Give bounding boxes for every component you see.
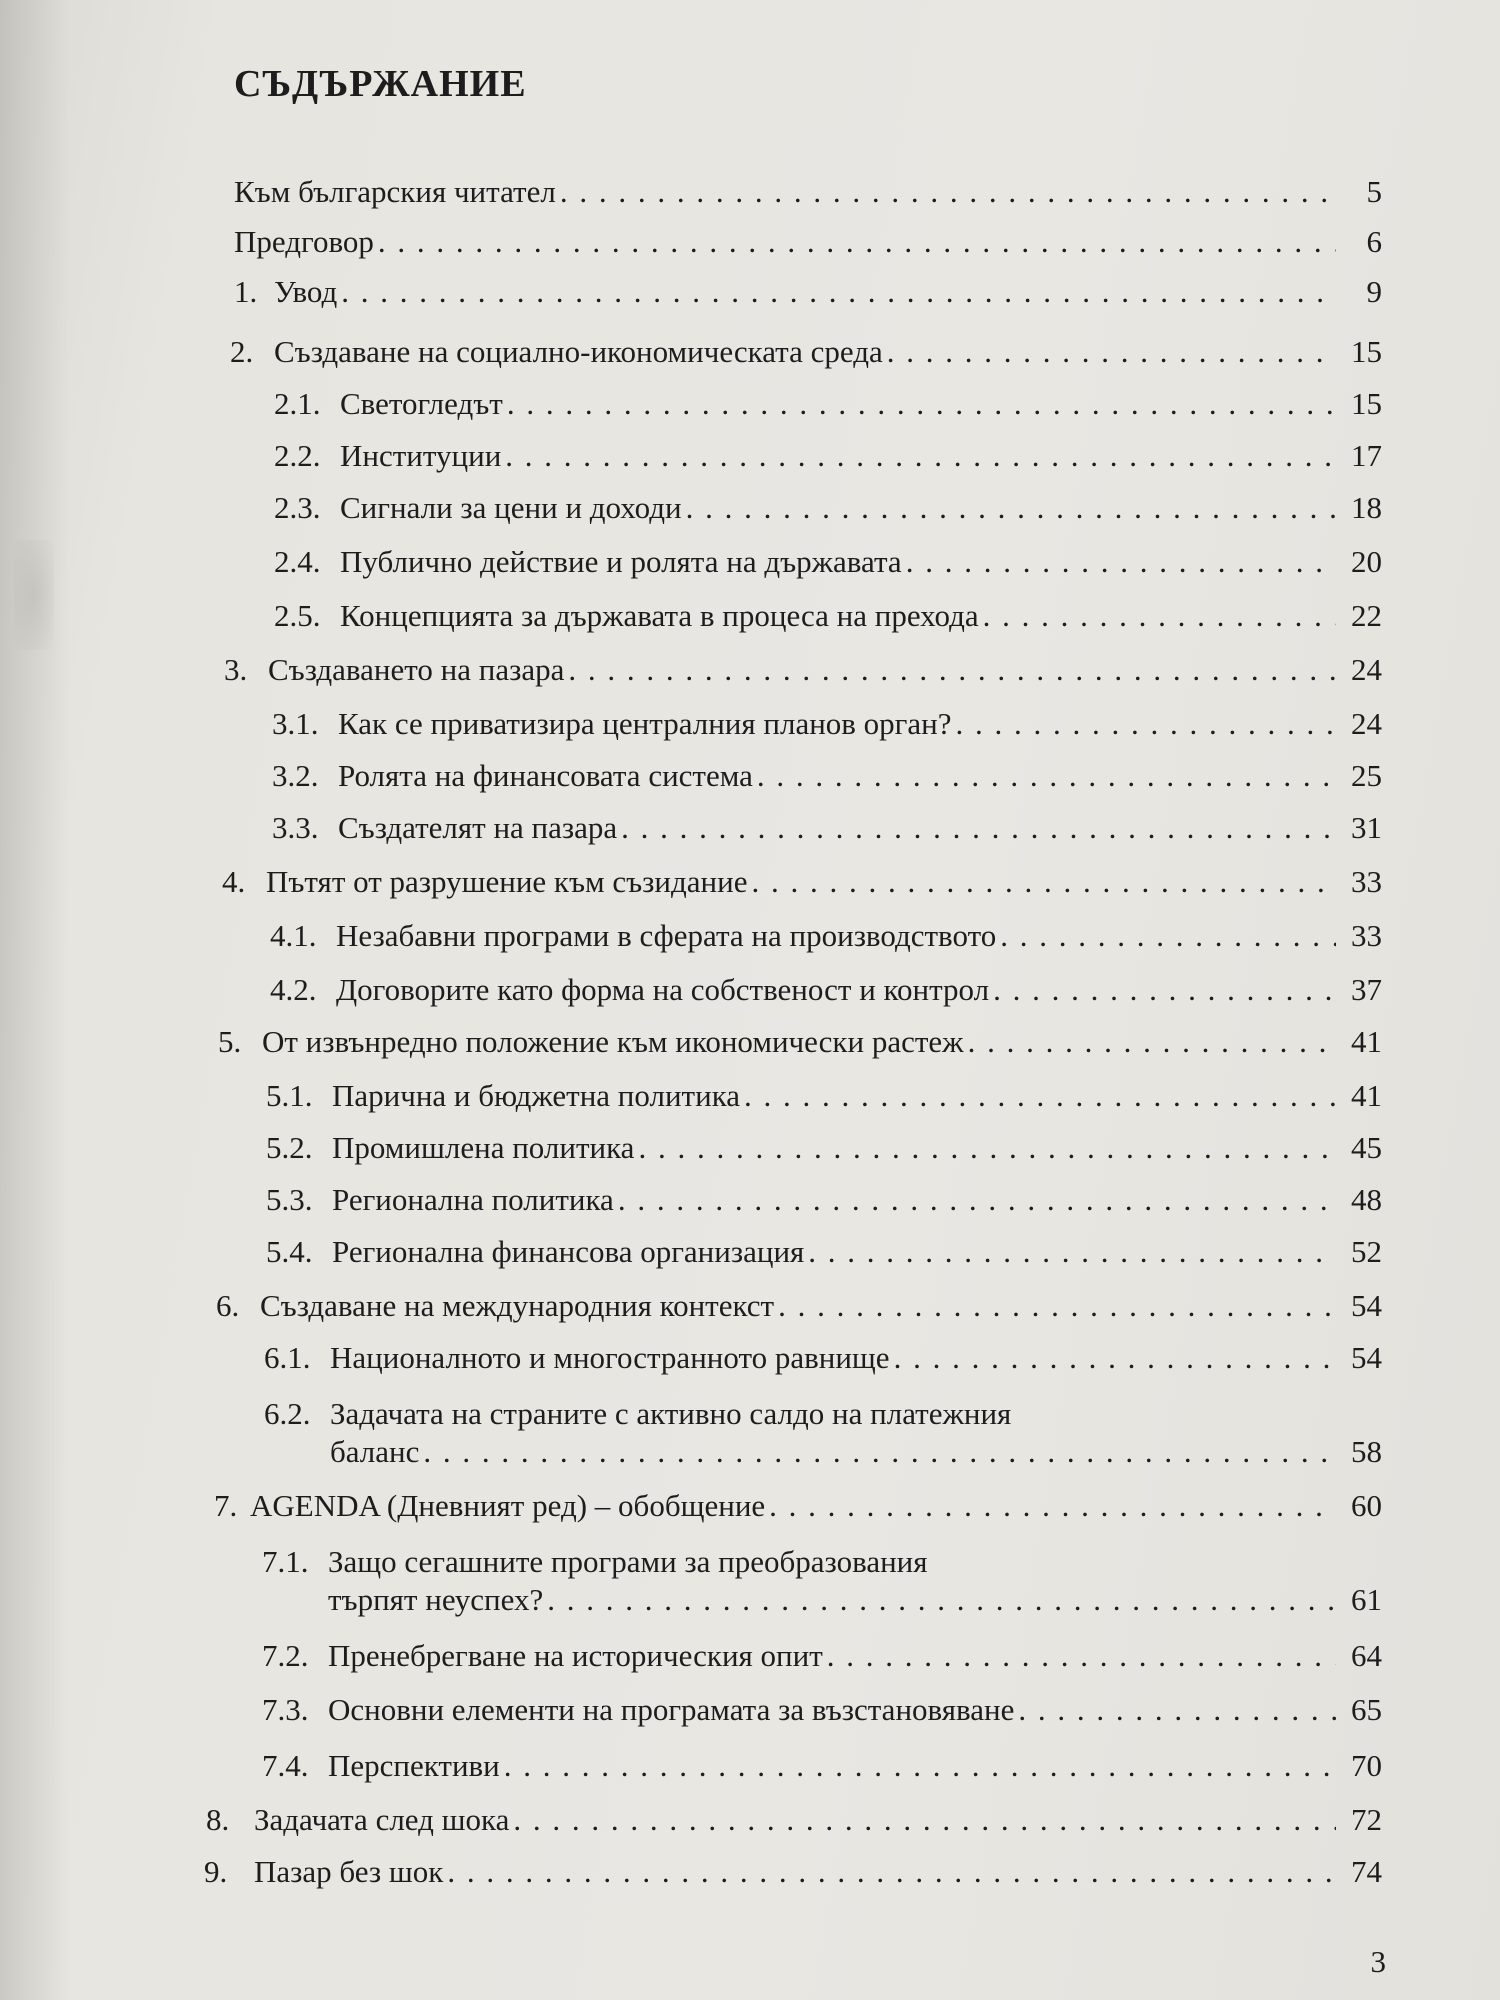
toc-entry-title: Ролята на финансовата система [338, 758, 753, 793]
toc-entry-title: Концепцията за държавата в процеса на прехода [340, 598, 979, 633]
toc-entry [330, 1432, 1382, 1472]
toc-entry-number: 5.4. [266, 1234, 313, 1269]
toc-entry-number: 6. [216, 1288, 240, 1323]
toc-entry-page: 60 [1351, 1488, 1382, 1523]
toc-entry-title: Регионална финансова организация [332, 1234, 805, 1269]
toc-entry [270, 916, 1382, 956]
leader-dots [902, 542, 1336, 582]
toc-entry-title: Договорите като форма на собственост и контрол [336, 972, 990, 1007]
toc-entry-number: 9. [204, 1854, 228, 1889]
toc-entry-number: 3.3. [272, 810, 319, 845]
toc-entry [206, 1800, 1382, 1840]
toc-entry-title: Основни елементи на програмата за възстановяване [328, 1692, 1015, 1727]
page-number: 3 [1370, 1944, 1386, 1979]
toc-entry-title: Увод [274, 274, 338, 309]
toc-entry [204, 1852, 1382, 1892]
leader-dots [682, 488, 1336, 528]
leader-dots [964, 1022, 1336, 1062]
toc-entry-page: 17 [1351, 438, 1382, 473]
toc-entry [274, 596, 1382, 636]
leader-dots [774, 1286, 1336, 1326]
toc-entry-page: 65 [1351, 1692, 1382, 1727]
toc-entry-number: 1. [234, 274, 258, 309]
toc-entry-page: 48 [1351, 1182, 1382, 1217]
toc-entry-number: 3.1. [272, 706, 319, 741]
toc-entry-title: Незабавни програми в сферата на производството [336, 918, 997, 953]
leader-dots [443, 1852, 1336, 1892]
toc-entry [234, 172, 1382, 212]
toc-entry-number: 4.1. [270, 918, 317, 953]
leader-dots [890, 1338, 1336, 1378]
toc-entry-first-line [262, 1542, 1382, 1582]
toc-entry-number: 7.3. [262, 1692, 309, 1727]
toc-entry-title: Регионална политика [332, 1182, 614, 1217]
toc-entry-title: Задачата след шока [254, 1802, 510, 1837]
toc-entry [274, 384, 1382, 424]
toc-entry-number: 7.4. [262, 1748, 309, 1783]
leader-dots [883, 332, 1336, 372]
toc-entry-page: 20 [1351, 544, 1382, 579]
toc-entry-number: 4. [222, 864, 246, 899]
toc-entry-page: 33 [1351, 864, 1382, 899]
toc-entry [272, 704, 1382, 744]
toc-entry-title: Промишлена политика [332, 1130, 635, 1165]
toc-entry-title-continued: баланс [330, 1434, 420, 1469]
toc-entry [230, 332, 1382, 372]
leader-dots [500, 1746, 1336, 1786]
leader-dots [747, 862, 1336, 902]
toc-entry [214, 1486, 1382, 1526]
leader-dots [543, 1580, 1336, 1620]
leader-dots [614, 1180, 1336, 1220]
leader-dots [503, 384, 1336, 424]
toc-entry-number: 3. [224, 652, 248, 687]
toc-entry-page: 58 [1351, 1434, 1382, 1469]
toc-entry-number: 6.1. [264, 1340, 311, 1375]
toc-entry-number: 6.2. [264, 1396, 311, 1431]
toc-entry-page: 37 [1351, 972, 1382, 1007]
leader-dots [823, 1636, 1336, 1676]
toc-entry-page: 54 [1351, 1340, 1382, 1375]
toc-entry-page: 41 [1351, 1024, 1382, 1059]
toc-entry-number: 2.1. [274, 386, 321, 421]
toc-entry [264, 1338, 1382, 1378]
toc-entry [222, 862, 1382, 902]
toc-entry-page: 18 [1351, 490, 1382, 525]
toc-entry [272, 756, 1382, 796]
toc-entry-title: Перспективи [328, 1748, 500, 1783]
toc-entry-title: Как се приватизира централния планов орган? [338, 706, 952, 741]
toc-entry-title: Задачата на страните с активно салдо на платежния [330, 1396, 1012, 1431]
toc-entry-page: 22 [1351, 598, 1382, 633]
toc-entry-title: От извънредно положение към икономически растеж [262, 1024, 964, 1059]
toc-entry [218, 1022, 1382, 1062]
toc-entry [216, 1286, 1382, 1326]
toc-entry-title: Светогледът [340, 386, 503, 421]
leader-dots [952, 704, 1336, 744]
toc-entry [262, 1690, 1382, 1730]
toc-entry-title: Създаването на пазара [268, 652, 565, 687]
toc-entry [274, 542, 1382, 582]
toc-entry-title: Парична и бюджетна политика [332, 1078, 741, 1113]
toc-entry [328, 1580, 1382, 1620]
toc-entry-page: 25 [1351, 758, 1382, 793]
toc-entry-number: 2.2. [274, 438, 321, 473]
leader-dots [337, 272, 1336, 312]
toc-entry-title: Сигнали за цени и доходи [340, 490, 682, 525]
toc-entry-title: Публично действие и ролята на държавата [340, 544, 902, 579]
toc-entry [234, 272, 1382, 312]
toc-entry-first-line [264, 1394, 1382, 1434]
toc-entry-title: Защо сегашните програми за преобразования [328, 1544, 928, 1579]
toc-entry [234, 222, 1382, 262]
toc-entry-page: 41 [1351, 1078, 1382, 1113]
toc-entry-page: 24 [1351, 652, 1382, 687]
toc-entry-page: 24 [1351, 706, 1382, 741]
toc-entry-page: 54 [1351, 1288, 1382, 1323]
toc-entry-title: Към българския читател [234, 174, 556, 209]
toc-entry-number: 5.1. [266, 1078, 313, 1113]
toc-entry-number: 8. [206, 1802, 230, 1837]
leader-dots [996, 916, 1336, 956]
toc-entry-page: 6 [1366, 224, 1382, 259]
toc-entry [266, 1128, 1382, 1168]
leader-dots [804, 1232, 1336, 1272]
leader-dots [979, 596, 1336, 636]
leader-dots [419, 1432, 1336, 1472]
toc-entry-title: Създателят на пазара [338, 810, 618, 845]
leader-dots [740, 1076, 1336, 1116]
toc-entry-page: 72 [1351, 1802, 1382, 1837]
toc-entry-title: Създаване на международния контекст [260, 1288, 775, 1323]
toc-entry [262, 1636, 1382, 1676]
toc-entry-page: 52 [1351, 1234, 1382, 1269]
leader-dots [509, 1800, 1336, 1840]
toc-entry-number: 5. [218, 1024, 242, 1059]
toc-entry-title: Създаване на социално-икономическата среда [274, 334, 883, 369]
leader-dots [564, 650, 1336, 690]
toc-entry [270, 970, 1382, 1010]
toc-entry-number: 2.4. [274, 544, 321, 579]
leader-dots [556, 172, 1336, 212]
leader-dots [753, 756, 1336, 796]
toc-entry-page: 9 [1366, 274, 1382, 309]
toc-entry-title: Пренебрегване на историческия опит [328, 1638, 823, 1673]
toc-entry-title: Пътят от разрушение към съзидание [266, 864, 748, 899]
toc-entry [224, 650, 1382, 690]
leader-dots [501, 436, 1336, 476]
toc-entry-page: 74 [1351, 1854, 1382, 1889]
toc-entry-number: 2. [230, 334, 254, 369]
toc-entry-number: 7.2. [262, 1638, 309, 1673]
toc-entry [266, 1232, 1382, 1272]
page-title: СЪДЪРЖАНИЕ [234, 63, 527, 105]
toc-entry-page: 5 [1366, 174, 1382, 209]
toc-entry-number: 5.3. [266, 1182, 313, 1217]
toc-entry-page: 31 [1351, 810, 1382, 845]
toc-entry-title: Пазар без шок [254, 1854, 444, 1889]
leader-dots [634, 1128, 1336, 1168]
toc-entry-number: 3.2. [272, 758, 319, 793]
toc-entry-number: 7.1. [262, 1544, 309, 1579]
toc-entry-page: 15 [1351, 334, 1382, 369]
toc-entry-number: 2.3. [274, 490, 321, 525]
toc-entry-title: Националното и многостранното равнище [330, 1340, 890, 1375]
toc-entry [274, 488, 1382, 528]
leader-dots [765, 1486, 1336, 1526]
toc-entry-page: 15 [1351, 386, 1382, 421]
toc-entry [266, 1076, 1382, 1116]
leader-dots [374, 222, 1336, 262]
toc-entry-title: Институции [340, 438, 502, 473]
toc-entry-page: 33 [1351, 918, 1382, 953]
toc-entry-page: 61 [1351, 1582, 1382, 1617]
leader-dots [989, 970, 1336, 1010]
toc-entry-number: 4.2. [270, 972, 317, 1007]
toc-entry-title-continued: търпят неуспех? [328, 1582, 544, 1617]
toc-entry [262, 1746, 1382, 1786]
toc-entry-number: 5.2. [266, 1130, 313, 1165]
toc-entry-page: 70 [1351, 1748, 1382, 1783]
leader-dots [617, 808, 1336, 848]
toc-entry-title: Предговор [234, 224, 374, 259]
toc-entry-number: 2.5. [274, 598, 321, 633]
toc-entry-number: 7. [214, 1488, 238, 1523]
toc-entry [266, 1180, 1382, 1220]
toc-entry-page: 45 [1351, 1130, 1382, 1165]
toc-entry [274, 436, 1382, 476]
leader-dots [1014, 1690, 1336, 1730]
toc-entry-page: 64 [1351, 1638, 1382, 1673]
toc-entry [272, 808, 1382, 848]
toc-entry-title: AGENDA (Дневният ред) – обобщение [250, 1488, 766, 1523]
